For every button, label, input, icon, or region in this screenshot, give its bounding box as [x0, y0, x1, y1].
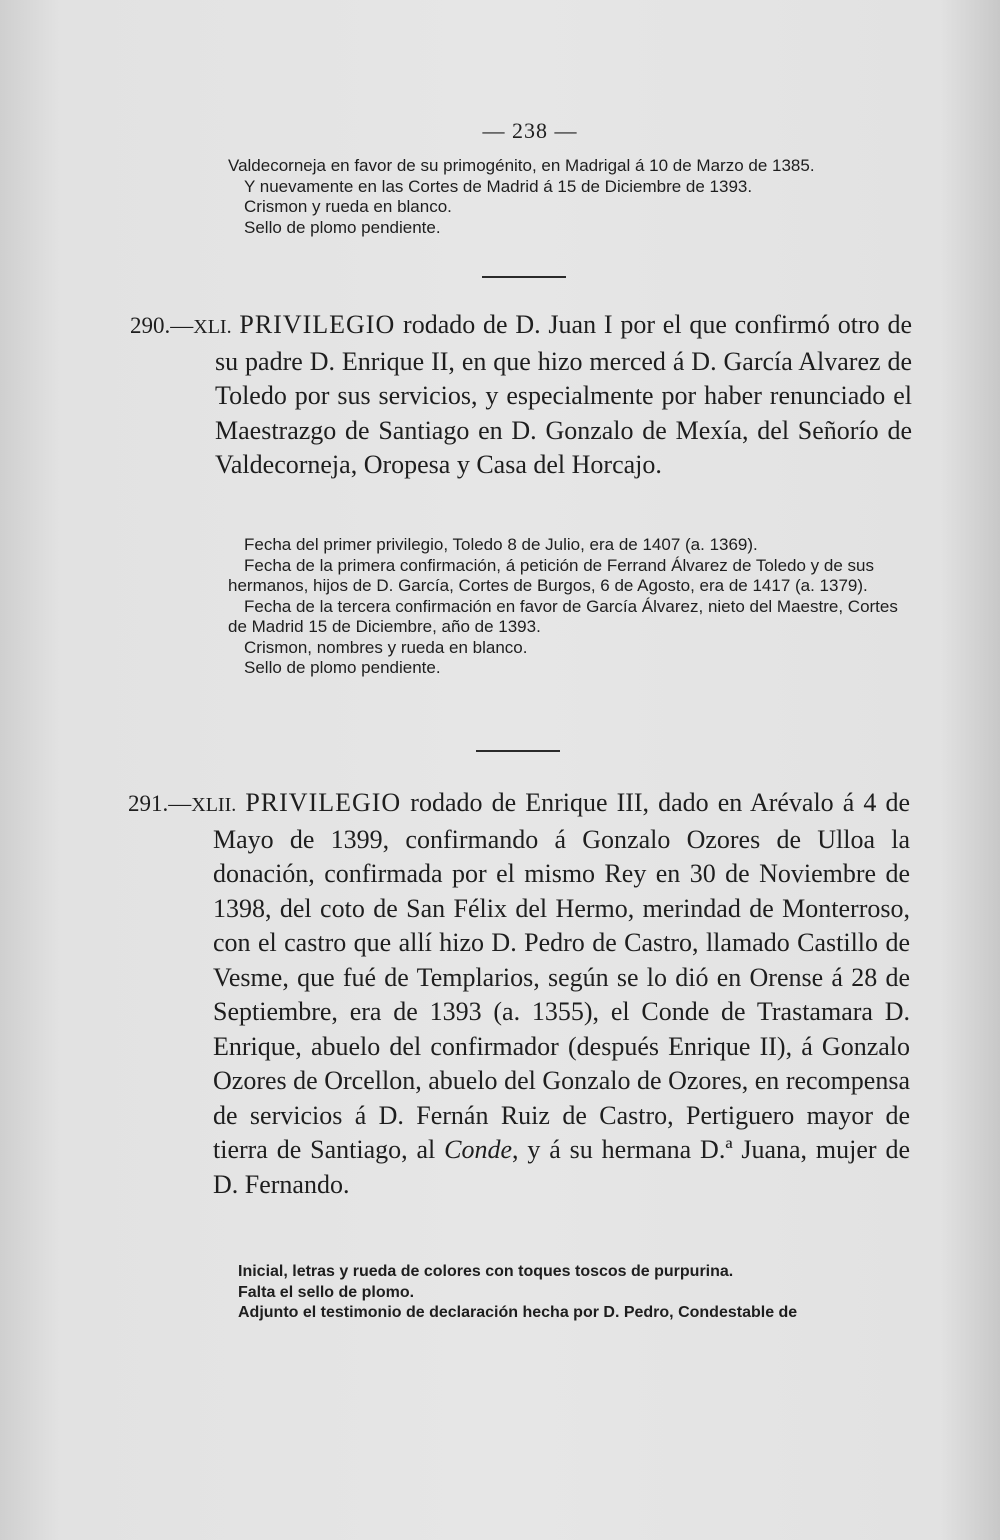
top-notes — [228, 156, 918, 238]
note-line: Sello de plomo pendiente. — [244, 658, 441, 677]
entry-body: rodado de Enrique III, dado en Arévalo á 4 de Mayo de 1399, confirmando á Gonzalo Ozores de Ulloa la donación, confirmada por el mismo Rey en 30 de Noviembre de 1398, del coto de San Félix del Hermo, merindad de Monterroso, con el castro que allí hizo D. Pedro de Castro, llamado Castillo de Vesme, que fué de Templarios, según se lo dió en Orense á 28 de Septiembre, era de 1393 (a. 1355), el Conde de Trastamara D. Enrique, abuelo del confirmador (después Enrique II), á Gonzalo Ozores de Orcellon, abuelo del Gonzalo de Ozores, en recompensa de servicios á D. Fernán Ruiz de Castro, Pertiguero mayor de tierra de Santiago, al — [213, 788, 911, 1164]
entry-roman-numeral: XLII. — [191, 794, 237, 816]
note-line: Falta el sello de plomo. — [238, 1283, 415, 1301]
entry-roman-numeral: XLI. — [193, 316, 232, 338]
note-line: Y nuevamente en las Cortes de Madrid á 15 de Diciembre de 1393. — [244, 176, 753, 196]
page-number: — 238 — — [482, 118, 578, 143]
section-divider — [476, 750, 560, 752]
entry-number: 291.— — [128, 791, 192, 816]
note-line: Valdecorneja en favor de su primogénito, en Madrigal á 10 de Marzo de 1385. — [228, 156, 815, 175]
entry-body-end: , y á su hermana D.ª Juana, mujer de D. Fernando. — [213, 1135, 910, 1199]
entry-291 — [128, 786, 910, 1202]
entry-body: rodado de D. Juan I por el que confirmó otro de su padre D. Enrique II, en que hizo merced á D. García Alvarez de Toledo por sus servicios, y especialmente por haber renunciado el Maestrazgo de Santiago en D. Gonzalo de Mexía, del Señorío de Valdecorneja, Oropesa y Casa del Horcajo. — [215, 310, 912, 479]
entry-heading: PRIVILEGIO — [245, 788, 402, 817]
note-line: Fecha del primer privilegio, Toledo 8 de Julio, era de 1407 (a. 1369). — [244, 535, 758, 554]
entry-body-italic: Conde — [444, 1135, 513, 1164]
note-line: Crismon y rueda en blanco. — [244, 197, 452, 216]
note-line: Inicial, letras y rueda de colores con toques toscos de purpurina. — [238, 1263, 734, 1280]
entry-heading: PRIVILEGIO — [239, 310, 396, 339]
section-divider — [482, 276, 566, 278]
entry-290-notes — [228, 535, 912, 679]
note-line: Fecha de la tercera confirmación en favor de García Álvarez, nieto del Maestre, Cortes de Madrid 15 de Diciembre, año de 1393. — [228, 596, 898, 636]
entry-number: 290.— — [130, 313, 194, 338]
entry-290 — [130, 308, 912, 483]
entry-291-notes — [238, 1262, 910, 1324]
note-line: Adjunto el testimonio de declaración hecha por D. Pedro, Condestable de — [238, 1304, 798, 1321]
note-line: Sello de plomo pendiente. — [244, 217, 441, 237]
note-line: Fecha de la primera confirmación, á petición de Ferrand Álvarez de Toledo y de sus hermanos, hijos de D. García, Cortes de Burgos, 6 de Agosto, era de 1417 (a. 1379). — [228, 555, 874, 595]
note-line: Crismon, nombres y rueda en blanco. — [244, 637, 528, 657]
